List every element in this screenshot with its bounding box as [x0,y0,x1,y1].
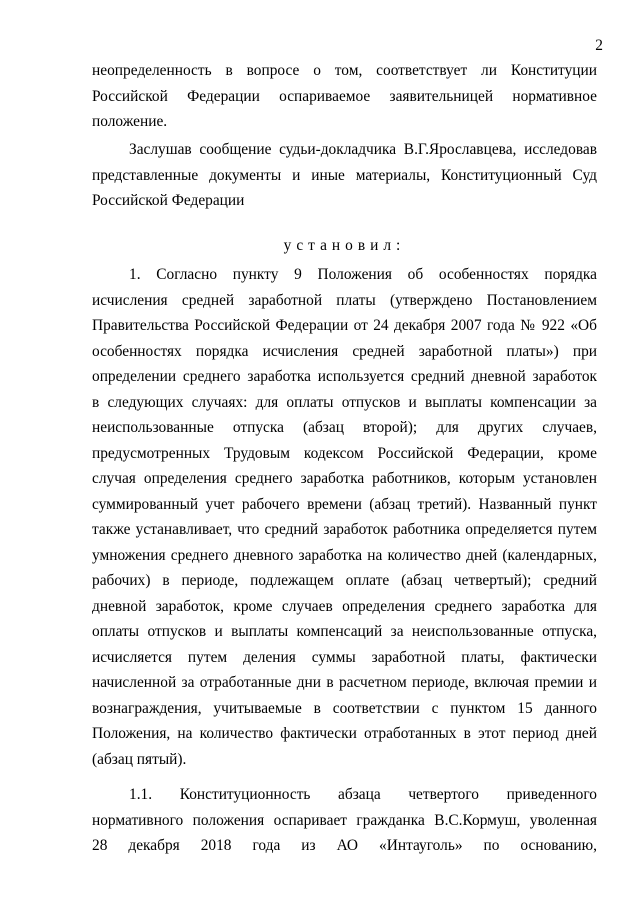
text-line: вознаграждения, учитываемые в соответствии с пунктом 15 данного [92,699,597,717]
text-line: оплаты отпусков и выплаты компенсаций за неиспользованные отпуска, [92,623,597,640]
text-line: положение. [92,113,168,130]
text-line: Правительства Российской Федерации от 24 декабря 2007 года № 922 «Об [92,317,597,334]
paragraph-hearing [92,137,597,214]
text-line: умножения среднего дневного заработка на количество дней (календарных, [92,546,597,564]
text-line: неиспользованные отпуска (абзац второй); для других случаев, [92,419,597,436]
text-line: в следующих случаях: для оплаты отпусков и выплаты компенсации за [92,393,597,411]
text-line: рабочих) в периоде, подлежащем оплате (абзац четвертый); средний [92,572,597,589]
text-line: 1.1. Конституционность абзаца четвертого приведенного [129,786,597,803]
text-line: дневной заработок, кроме случаев определения среднего заработка для [92,597,597,615]
section-heading [92,233,597,259]
text-line: Заслушав сообщение судьи-докладчика В.Г.Ярославцева, исследовав [129,141,597,158]
text-line: исчисляется путем деления суммы заработной платы, фактически [92,648,597,666]
text-line: случая определения среднего заработка работников, которым установлен [92,470,597,487]
paragraph-point-1-1 [92,782,597,859]
text-line: особенностях порядка исчисления средней заработной платы») при [92,342,597,360]
text-line: (абзац пятый). [92,750,187,768]
text-line: предусмотренных Трудовым кодексом Российской Федерации, кроме [92,444,597,462]
text-line: также устанавливает, что средний заработок работника определяется путем [92,521,597,538]
text-line: начисленной за отработанные дни в расчетном периоде, включая премии и [92,674,597,691]
text-line: Российской Федерации оспариваемое заявительницей нормативное [92,87,597,105]
text-line: суммированный учет рабочего времени (абзац третий). Названный пункт [92,495,597,513]
text-line: нормативного положения оспаривает гражданка В.С.Кормуш, уволенная [92,811,597,829]
text-line: Положения, на количество фактически отработанных в этот период дней [92,725,597,742]
text-line: 28 декабря 2018 года из АО «Интауголь» по основанию, [92,837,597,854]
page-number: 2 [595,37,603,54]
paragraph-continuation [92,58,597,135]
text-line: представленные документы и иные материалы, Конституционный Суд [92,166,597,184]
text-line: неопределенность в вопросе о том, соответствует ли Конституции [92,62,597,79]
paragraph-point-1 [92,262,597,772]
text-line: определении среднего заработка используется средний дневной заработок [92,368,597,385]
text-line: Российской Федерации [92,192,245,209]
text-line: 1. Согласно пункту 9 Положения об особенностях порядка [129,266,597,283]
heading-ustanovil: установил: [283,237,406,254]
text-line: исчисления средней заработной платы (утверждено Постановлением [92,291,597,309]
